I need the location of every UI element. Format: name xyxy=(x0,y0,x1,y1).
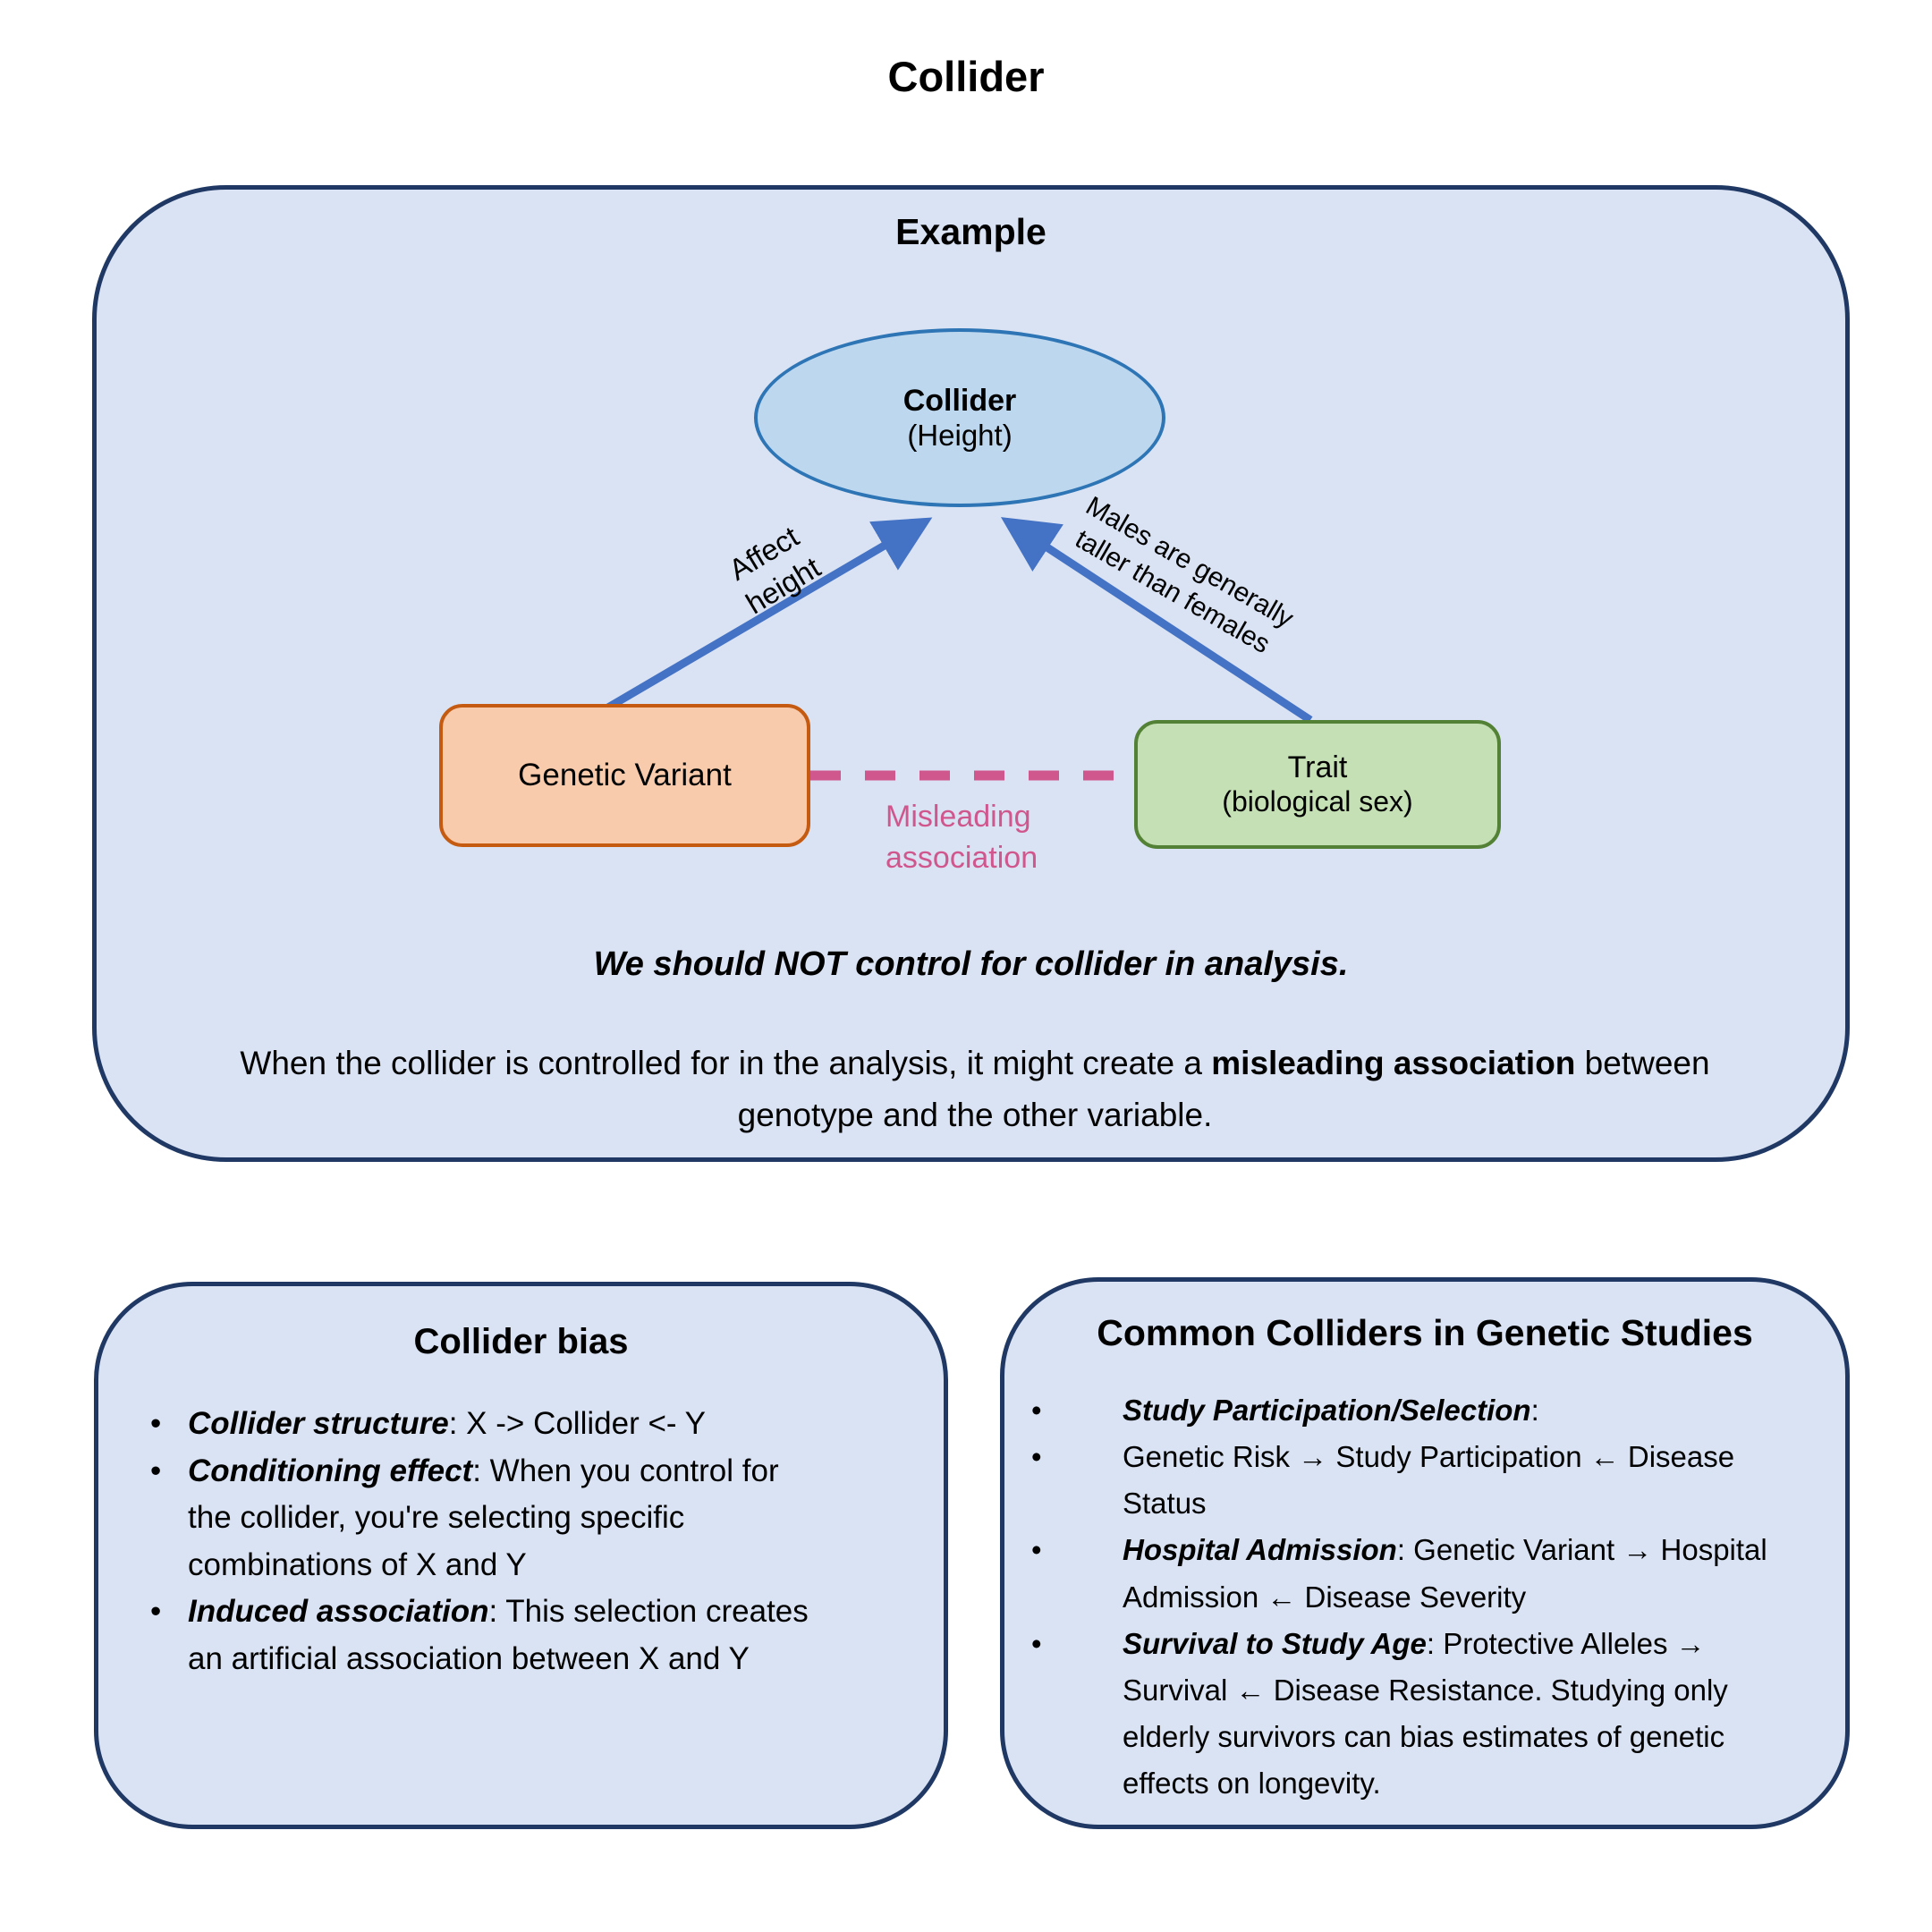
explanation-paragraph xyxy=(215,1038,1735,1142)
trait-node-title: Trait xyxy=(1287,750,1348,784)
list-item xyxy=(141,1401,814,1448)
bullet-term: Survival to Study Age xyxy=(1123,1626,1427,1660)
misleading-association-label: Misleading association xyxy=(886,800,1038,875)
bullet-text: : When you control for the collider, you're selecting specific combinations of X and Y xyxy=(188,1453,779,1582)
bullet-text: : X -> Collider <- Y xyxy=(448,1406,706,1441)
collider-node xyxy=(754,328,1165,507)
collider-bias-list xyxy=(141,1401,814,1682)
example-panel xyxy=(92,185,1850,1162)
list-item xyxy=(1022,1387,1801,1434)
bullet-term: Induced association xyxy=(188,1594,489,1629)
bullet-text: : This selection creates an artificial association between X and Y xyxy=(188,1594,809,1676)
list-item xyxy=(1022,1621,1801,1808)
bullet-term: Conditioning effect xyxy=(188,1453,473,1488)
bullet-term: Hospital Admission xyxy=(1123,1533,1397,1567)
genetic-variant-label: Genetic Variant xyxy=(518,758,732,792)
explanation-before: When the collider is controlled for in the analysis, it might create a xyxy=(240,1045,1212,1081)
bullet-text: : xyxy=(1530,1394,1539,1427)
trait-node xyxy=(1134,720,1501,849)
bullet-text: : Genetic Variant → Hospital Admission ← Disease Severity xyxy=(1123,1533,1767,1614)
collider-node-title: Collider xyxy=(902,383,1017,418)
genetic-variant-node xyxy=(439,704,810,847)
page-title: Collider xyxy=(887,53,1045,100)
warning-statement: We should NOT control for collider in analysis. xyxy=(593,945,1349,983)
explanation-after: between genotype and the other variable. xyxy=(737,1045,1710,1134)
bullet-term: Study Participation/Selection xyxy=(1123,1394,1531,1427)
trait-node-subtitle: (biological sex) xyxy=(1222,785,1413,818)
list-item xyxy=(141,1448,814,1589)
bullet-text: Genetic Risk → Study Participation ← Disease Status xyxy=(1123,1440,1735,1521)
list-item xyxy=(1022,1434,1801,1527)
collider-node-subtitle: (Height) xyxy=(907,418,1013,452)
list-item xyxy=(141,1589,814,1682)
example-heading: Example xyxy=(895,211,1046,252)
explanation-bold: misleading association xyxy=(1211,1045,1576,1081)
collider-bias-panel xyxy=(94,1282,948,1829)
right-arrow-label: Males are generally taller than females xyxy=(1070,491,1299,660)
bullet-text: : Protective Alleles → Survival ← Disease Resistance. Studying only elderly survivors can bias estimates of genetic effects on longevity. xyxy=(1123,1626,1728,1800)
bullet-term: Collider structure xyxy=(188,1406,449,1441)
list-item xyxy=(1022,1527,1801,1620)
collider-bias-heading: Collider bias xyxy=(413,1322,629,1361)
left-arrow-label: Affect height xyxy=(723,519,826,621)
common-colliders-list xyxy=(1022,1387,1801,1807)
common-colliders-panel xyxy=(1000,1277,1850,1829)
common-colliders-heading: Common Colliders in Genetic Studies xyxy=(1097,1312,1753,1353)
